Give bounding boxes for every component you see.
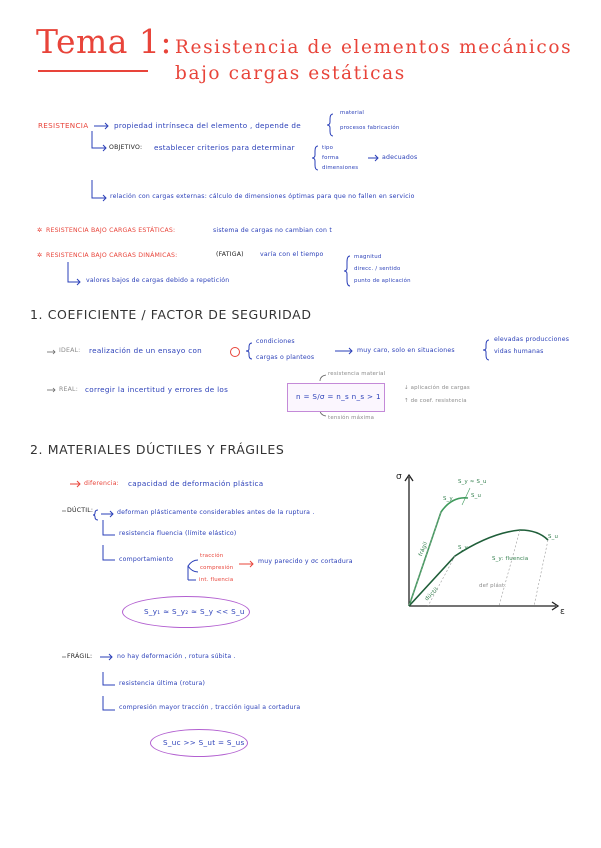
dynamic-star: ✲ [37,252,43,259]
safety-factor-box [287,383,385,412]
page-title-line1: Resistencia de elementos mecánicos [175,37,573,58]
relacion-text: relación con cargas externas: cálculo de dimensiones óptimas para que no fallen en servicio [110,193,415,200]
objetivo-item-tipo: tipo [322,145,334,151]
ideal-item-cargas: cargas o planteos [256,354,315,361]
depends-material: material [340,110,365,116]
static-loads-label: RESISTENCIA BAJO CARGAS ESTÁTICAS: [46,227,176,234]
ductil-text: deforman plásticamente considerables antes de la ruptura . [117,509,315,516]
real-label: REAL: [59,386,78,393]
dynamic-item-punto: punto de aplicación [354,278,411,284]
graph-label-sy2: S_y [458,545,468,551]
ideal-item-condiciones: condiciones [256,338,295,345]
comport-result: muy parecido y σc cortadura [258,558,353,565]
comport-item-compresion: compresión [200,565,234,571]
objetivo-item-dimensiones: dimensiones [322,165,359,171]
fragil-label: FRÁGIL: [67,653,93,660]
diferencia-label: diferencia: [84,480,119,487]
objetivo-text: establecer criterios para determinar [154,143,295,152]
safety-factor-formula: n = S/σ = n_s n_s > 1 [296,392,381,401]
dynamic-loads-text: varía con el tiempo [260,251,324,258]
ductil-sub-comportamiento: comportamiento [119,556,174,563]
formula-note-tension: tensión máxima [328,415,375,421]
graph-note-def: def plást. [479,583,507,589]
dynamic-sub: valores bajos de cargas debido a repetición [86,277,230,284]
fragil-sub-compresion: compresión mayor tracción , tracción igual a cortadura [119,704,301,711]
comport-item-traccion: tracción [200,553,224,559]
objetivo-label: OBJETIVO: [109,144,143,151]
graph-label-sy: S_y [443,496,453,502]
dynamic-loads-tag: (FATIGA) [216,251,244,258]
objetivo-item-forma: forma [322,155,339,161]
tema-number: Tema 1: [36,22,173,61]
real-text: corregir la incertitud y errores de los [85,385,229,394]
ductil-formula: S_y₁ ≈ S_y₂ ≈ S_y << S_u [144,607,245,616]
note-coef-resistencia: ↑ de coef. resistencia [404,398,467,404]
graph-curve-ductil: dúctil [424,586,440,603]
fragil-text: no hay deformación , rotura súbita . [117,653,236,660]
fragil-sub-rotura: resistencia última (rotura) [119,680,206,687]
graph-label-fluencia: S_y: fluencia [492,556,529,562]
graph-label-su2: S_u [548,534,559,540]
formula-note-resistencia: resistencia material [328,371,386,377]
dynamic-loads-label: RESISTENCIA BAJO CARGAS DINÁMICAS: [46,252,178,259]
graph-x-axis: ε [560,607,565,617]
static-star: ✲ [37,227,43,234]
comport-item-fluencia: int. fluencia [199,577,234,583]
fragil-formula-oval [150,729,248,757]
resistencia-definition: propiedad intrínseca del elemento , depende de [114,121,301,130]
graph-label-su: S_u [471,493,482,499]
note-aplicacion-cargas: ↓ aplicación de cargas [404,385,470,391]
ideal-text: realización de un ensayo con [89,346,203,355]
static-loads-text: sistema de cargas no cambian con t [213,227,332,234]
diferencia-text: capacidad de deformación plástica [128,479,264,488]
graph-label-top: S_y ≈ S_u [458,479,487,485]
section2-heading: 2. MATERIALES DÚCTILES Y FRÁGILES [30,442,285,457]
graph-y-axis: σ [396,472,402,482]
dynamic-item-direccion: direcc. / sentido [354,266,401,272]
objetivo-result: adecuados [382,154,418,161]
ductil-label: DÚCTIL: [67,507,94,514]
page-title-line2: bajo cargas estáticas [175,63,406,84]
section1-heading: 1. COEFICIENTE / FACTOR DE SEGURIDAD [30,307,312,322]
ideal-label: IDEAL: [59,347,81,354]
fragil-formula: S_uc >> S_ut = S_us [163,738,245,747]
dynamic-item-magnitud: magnitud [354,254,382,260]
graph-curve-fragil: frágil [418,541,430,558]
ideal-result: muy caro, solo en situaciones [357,347,455,354]
depends-procesos: procesos fabricación [340,125,400,131]
resistencia-label: RESISTENCIA [38,121,89,130]
ideal-situation-producciones: elevadas producciones [494,336,570,343]
ductil-sub-fluencia: resistencia fluencia (límite elástico) [119,530,237,537]
ideal-situation-vidas: vidas humanas [494,348,544,355]
ductil-formula-oval [122,596,250,628]
